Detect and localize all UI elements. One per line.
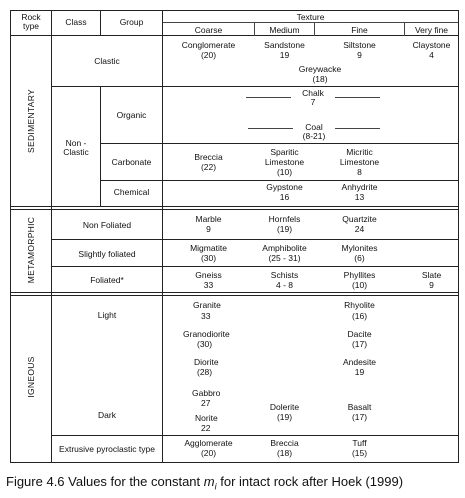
quartzite-name: Quartzite (342, 214, 377, 224)
non-foliated-bottom-rule (51, 239, 459, 240)
andesite-value: 19 (354, 367, 365, 377)
coal-value: (8-21) (302, 131, 326, 141)
amphibolite-value: (25 - 31) (268, 253, 301, 263)
mylonites-value: (6) (354, 253, 365, 263)
class-non-clastic-line2: Clastic (63, 147, 89, 157)
diorite-value: (28) (197, 367, 213, 377)
table-border-left (10, 10, 11, 463)
header-texture: Texture (296, 12, 325, 22)
metamorphic-igneous-rule-b (10, 295, 459, 296)
migmatite-name: Migmatite (190, 243, 227, 253)
class-non-foliated: Non Foliated (82, 220, 132, 230)
claystone-name: Claystone (412, 40, 451, 50)
carbonate-breccia-value: (22) (200, 162, 217, 172)
agglomerate-value: (20) (200, 448, 217, 458)
coal-line-left (248, 128, 293, 129)
col-line-rocktype (51, 10, 52, 463)
anhydrite-name: Anhydrite (341, 182, 378, 192)
header-group: Group (119, 17, 144, 27)
metamorphic-igneous-rule-a (10, 292, 459, 293)
caption-subscript: i (214, 481, 217, 492)
gneiss-value: 33 (203, 280, 214, 290)
gypstone-name: Gypstone (266, 182, 303, 192)
amphibolite-name: Amphibolite (262, 243, 307, 253)
micritic-value: 8 (357, 167, 362, 177)
marble-name: Marble (195, 214, 222, 224)
phyllites-name: Phyllites (343, 270, 376, 280)
class-slightly-foliated: Slightly foliated (78, 249, 136, 259)
agglomerate-name: Agglomerate (184, 438, 233, 448)
caption-prefix: Figure 4.6 Values for the constant (6, 474, 204, 489)
carbonate-breccia-name: Breccia (194, 152, 223, 162)
class-foliated: Foliated* (90, 275, 124, 285)
header-bottom-rule (10, 35, 459, 36)
pyroclastic-breccia-value: (18) (276, 448, 293, 458)
header-type: type (22, 21, 40, 31)
rhyolite-name: Rhyolite (344, 300, 375, 310)
dacite-name: Dacite (347, 329, 372, 339)
schists-name: Schists (270, 270, 299, 280)
header-rock: Rock (21, 12, 41, 22)
quartzite-value: 24 (354, 224, 365, 234)
gabbro-name: Gabbro (192, 388, 221, 398)
header-medium: Medium (269, 25, 300, 35)
pyroclastic-breccia-name: Breccia (270, 438, 299, 448)
caption-suffix: for intact rock after Hoek (1999) (216, 474, 404, 489)
norite-value: 22 (201, 423, 211, 433)
conglomerate-name: Conglomerate (181, 40, 236, 50)
chalk-name: Chalk (302, 88, 324, 98)
basalt-name: Basalt (347, 402, 372, 412)
marble-value: 9 (206, 224, 211, 234)
granite-value: 33 (201, 311, 211, 321)
sedimentary-metamorphic-rule-a (10, 206, 459, 207)
group-chemical: Chemical (113, 187, 150, 197)
granite-name: Granite (193, 300, 221, 310)
greywacke-name: Greywacke (298, 64, 342, 74)
norite-name: Norite (195, 413, 218, 423)
coal-line-right (335, 128, 380, 129)
table-border-right (458, 10, 459, 463)
diorite-name: Diorite (194, 357, 219, 367)
conglomerate-value: (20) (200, 50, 217, 60)
header-coarse: Coarse (194, 25, 223, 35)
andesite-name: Andesite (342, 357, 377, 367)
sparitic-line2: Limestone (264, 157, 305, 167)
header-class: Class (65, 17, 87, 27)
granodiorite-name: Granodiorite (183, 329, 230, 339)
group-carbonate: Carbonate (111, 157, 152, 167)
dacite-value: (17) (351, 339, 368, 349)
claystone-value: 4 (429, 50, 434, 60)
sandstone-value: 19 (279, 50, 290, 60)
slate-name: Slate (421, 270, 442, 280)
tuff-value: (15) (351, 448, 368, 458)
sandstone-name: Sandstone (264, 40, 305, 50)
rhyolite-value: (16) (351, 311, 368, 321)
sparitic-line1: Sparitic (270, 147, 299, 157)
greywacke-value: (18) (312, 74, 328, 84)
class-light: Light (97, 310, 117, 320)
hornfels-name: Hornfels (268, 214, 301, 224)
class-non-clastic-line1: Non - (65, 138, 87, 148)
group-organic: Organic (116, 110, 147, 120)
dolerite-name: Dolerite (269, 402, 300, 412)
gypstone-value: 16 (279, 192, 290, 202)
mylonites-name: Mylonites (341, 243, 378, 253)
table-border-bottom (10, 462, 459, 463)
chalk-line-right (335, 97, 380, 98)
header-fine: Fine (351, 25, 368, 35)
migmatite-value: (30) (200, 253, 217, 263)
sedimentary-metamorphic-rule-b (10, 209, 459, 210)
rock-type-sedimentary: SEDIMENTARY (26, 89, 36, 153)
chalk-line-left (246, 97, 291, 98)
rock-type-igneous: IGNEOUS (26, 356, 36, 398)
sparitic-value: (10) (276, 167, 293, 177)
chalk-value: 7 (310, 97, 316, 107)
siltstone-value: 9 (357, 50, 362, 60)
basalt-value: (17) (351, 412, 368, 422)
coal-name: Coal (305, 122, 323, 132)
clastic-bottom-rule (51, 86, 459, 87)
anhydrite-value: 13 (354, 192, 365, 202)
dolerite-value: (19) (276, 412, 293, 422)
organic-bottom-rule (100, 143, 459, 144)
hornfels-value: (19) (276, 224, 293, 234)
figure-caption (6, 474, 403, 492)
siltstone-name: Siltstone (343, 40, 376, 50)
tuff-name: Tuff (352, 438, 367, 448)
phyllites-value: (10) (351, 280, 368, 290)
rock-type-metamorphic: METAMORPHIC (26, 216, 36, 284)
header-very-fine: Very fine (414, 25, 449, 35)
texture-underline (162, 22, 458, 23)
gneiss-name: Gneiss (195, 270, 222, 280)
class-dark: Dark (98, 410, 116, 420)
caption-symbol: m (203, 474, 215, 489)
slightly-foliated-bottom-rule (51, 266, 459, 267)
schists-value: 4 - 8 (275, 280, 293, 290)
micritic-line2: Limestone (339, 157, 380, 167)
class-extrusive-pyroclastic: Extrusive pyroclastic type (59, 444, 155, 454)
slate-value: 9 (429, 280, 434, 290)
extrusive-top-rule (51, 435, 459, 436)
carbonate-bottom-rule (100, 180, 459, 181)
class-clastic: Clastic (94, 56, 120, 66)
gabbro-value: 27 (201, 398, 211, 408)
table-border-top (10, 10, 459, 11)
micritic-line1: Micritic (346, 147, 373, 157)
granodiorite-value: (30) (197, 339, 213, 349)
